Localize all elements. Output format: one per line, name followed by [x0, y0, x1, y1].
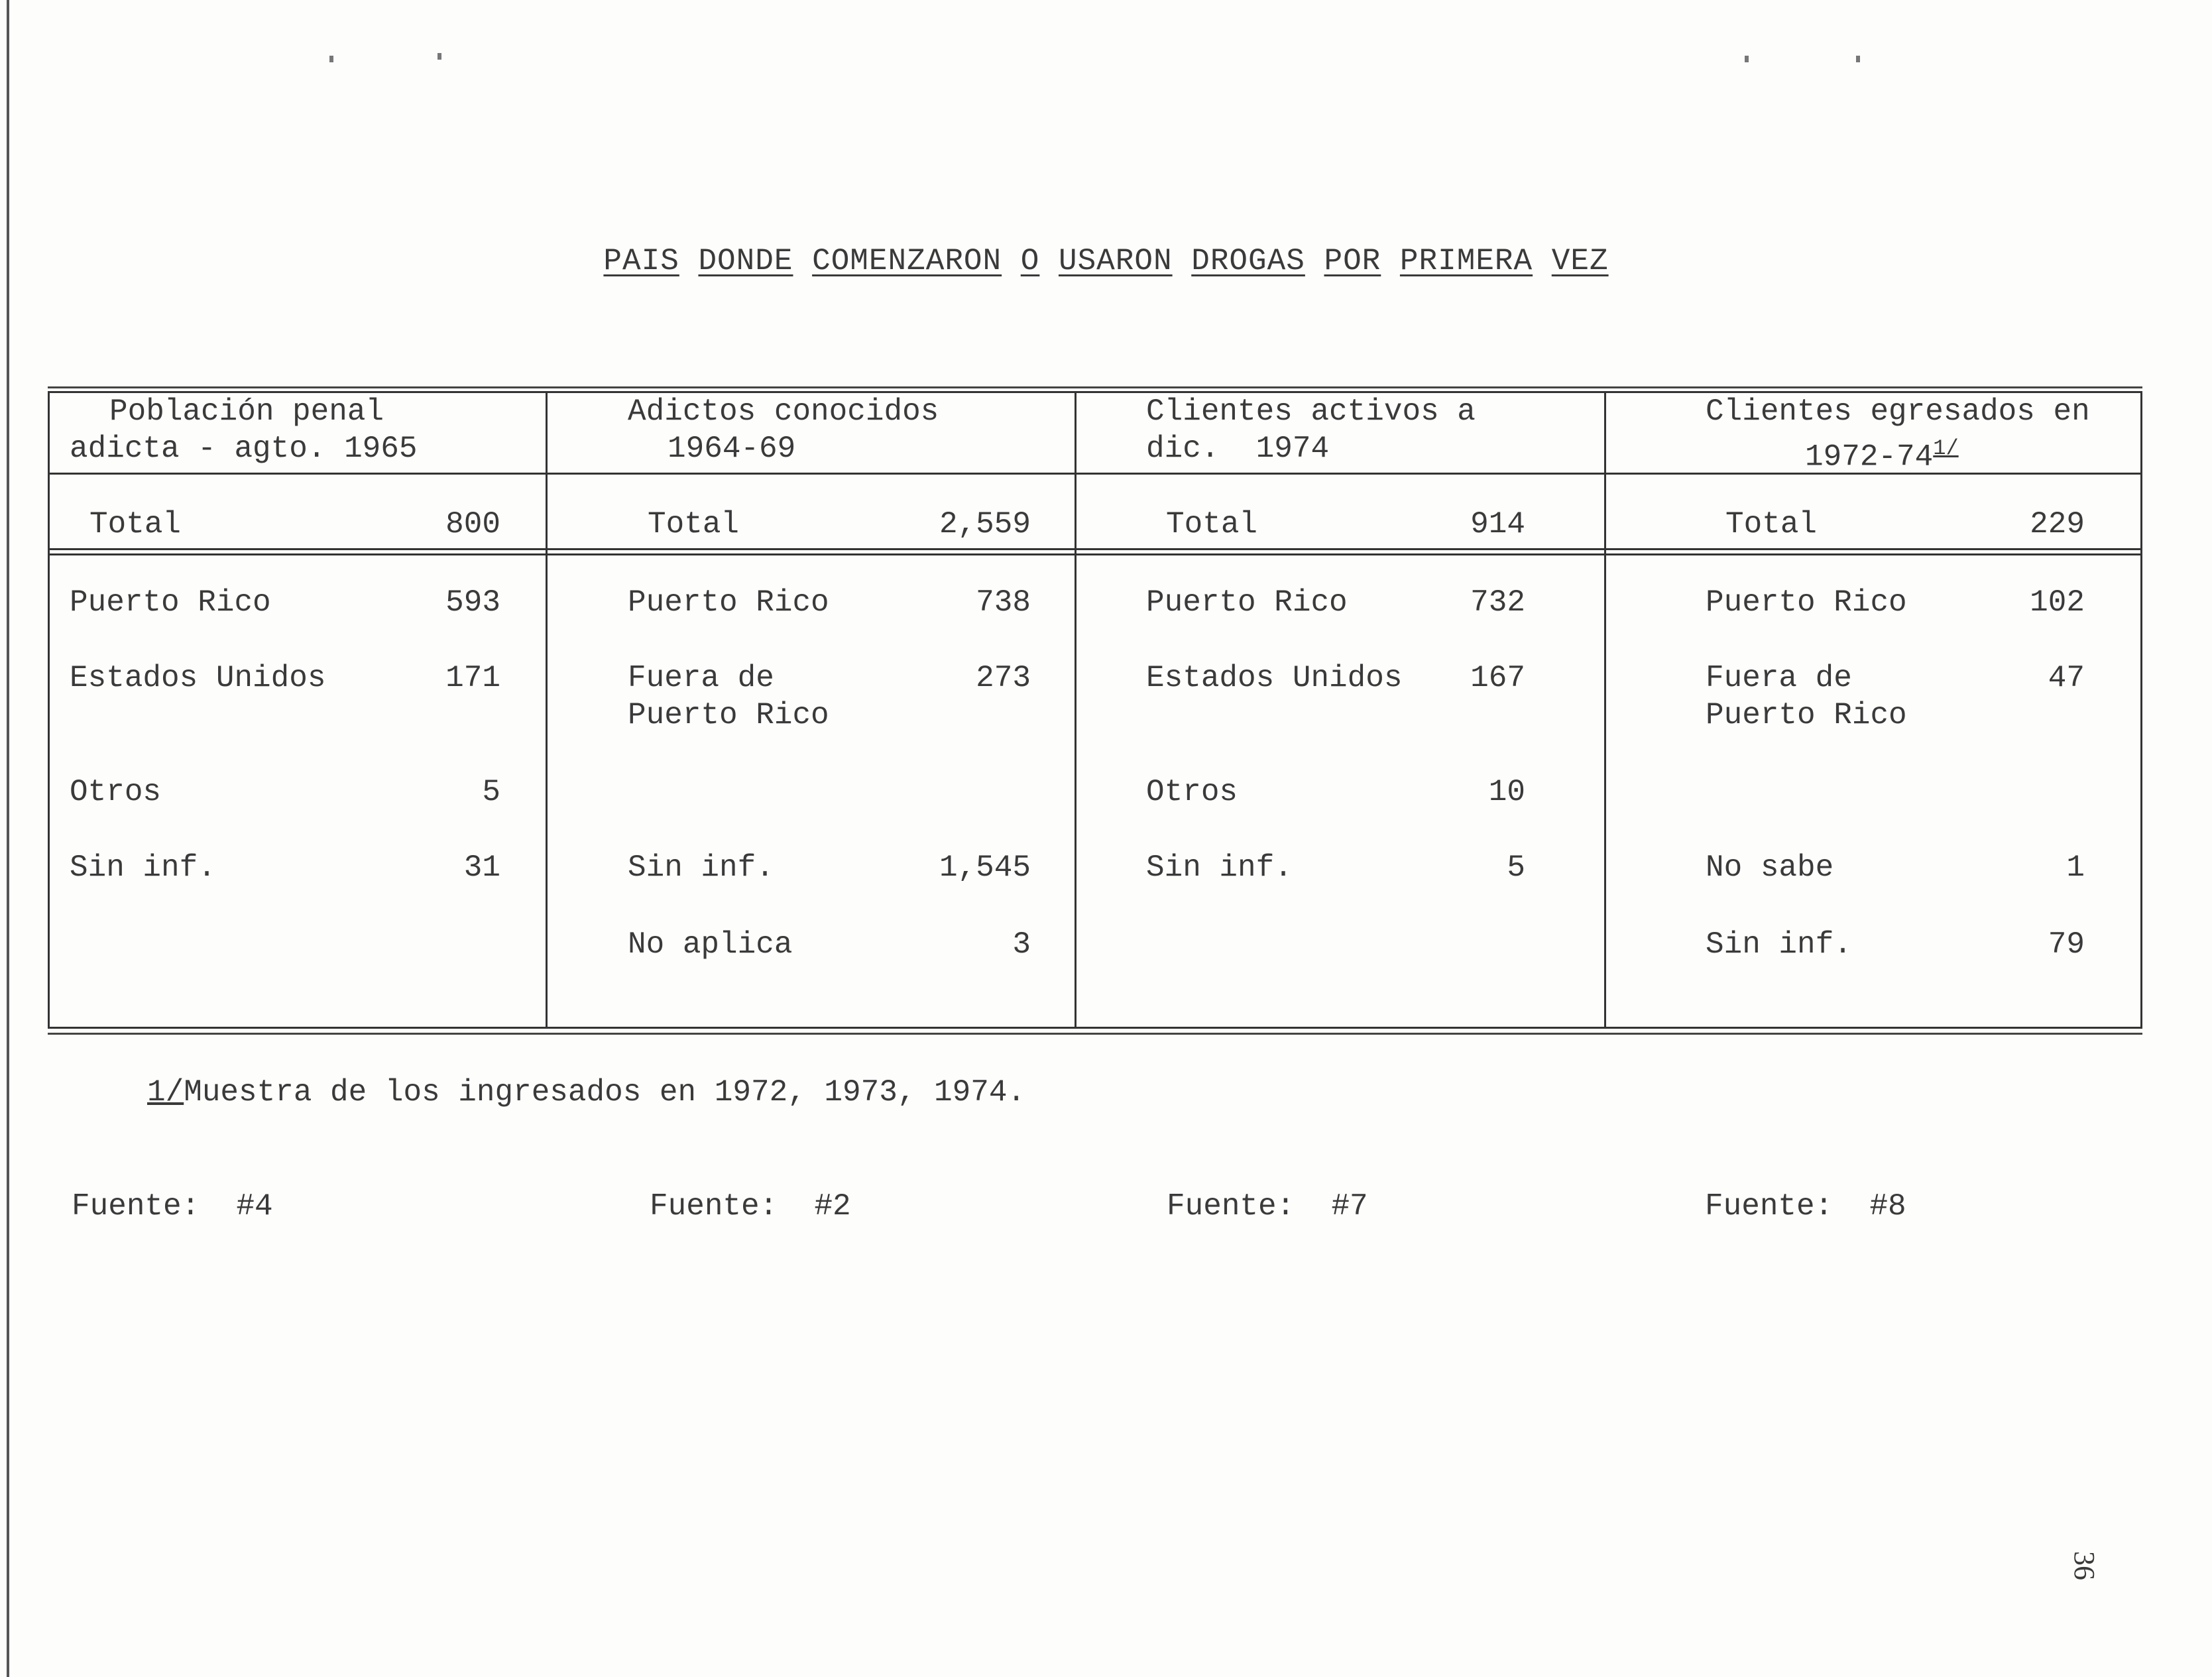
source-col1: Fuente: #4: [72, 1189, 273, 1224]
footnote: [147, 1075, 1025, 1110]
scan-speck: [437, 53, 441, 60]
table-top-rule: [48, 386, 2142, 388]
scan-speck: [329, 56, 333, 62]
column-divider: [546, 393, 548, 1027]
col4-row-value: 47: [2048, 661, 2085, 695]
col4-total-value: 229: [2030, 507, 2085, 542]
col1-header-line1: Población penal: [109, 394, 384, 429]
col2-header-line1: Adictos conocidos: [628, 394, 939, 429]
col3-row-value: 167: [1470, 661, 1525, 695]
col1-total-label: Total: [89, 507, 182, 542]
title-word: USARON: [1058, 244, 1173, 278]
scan-speck: [1745, 56, 1749, 62]
col1-row-value: 31: [463, 850, 500, 885]
page-number: 36: [2068, 1551, 2101, 1580]
title-word: DROGAS: [1191, 244, 1305, 278]
col1-header-line2: adicta - agto. 1965: [70, 432, 418, 466]
col3-row-label: Estados Unidos: [1146, 661, 1403, 695]
title-word: PRIMERA: [1399, 244, 1533, 278]
col1-row-label: Otros: [70, 775, 162, 809]
col1-row-value: 5: [482, 775, 500, 809]
col3-row-value: 5: [1507, 850, 1525, 885]
col3-row-label: Otros: [1146, 775, 1238, 809]
col4-header-years: 1972-74: [1805, 439, 1934, 475]
col2-row-label: Fuera de Puerto Rico: [628, 661, 829, 732]
col3-row-label: Puerto Rico: [1146, 585, 1348, 620]
col2-total-label: Total: [648, 507, 740, 542]
title-word: VEZ: [1551, 244, 1609, 278]
col3-header-line2: dic. 1974: [1146, 432, 1330, 466]
data-table: [48, 391, 2142, 1029]
title-word: DONDE: [698, 244, 793, 278]
col3-row-value: 10: [1488, 775, 1525, 809]
title-word: COMENZARON: [812, 244, 1002, 278]
col4-header-line2: [1805, 430, 1959, 475]
col4-total-label: Total: [1725, 507, 1818, 542]
col2-row-label: No aplica: [628, 927, 793, 962]
title-word: O: [1020, 244, 1040, 278]
footnote-marker: 1/: [147, 1075, 184, 1110]
col1-row-label: Sin inf.: [70, 850, 216, 885]
col2-total-value: 2,559: [939, 507, 1031, 542]
footnote-text: Muestra de los ingresados en 1972, 1973, 1974.: [184, 1075, 1026, 1110]
col4-row-label: Fuera de Puerto Rico: [1706, 661, 1907, 732]
col4-row-label: No sabe: [1706, 850, 1834, 885]
column-divider: [1604, 393, 1606, 1027]
col4-row-label: Sin inf.: [1706, 927, 1852, 962]
col3-row-label: Sin inf.: [1146, 850, 1293, 885]
source-col4: Fuente: #8: [1705, 1189, 1906, 1224]
col2-header-line2: 1964-69: [668, 432, 796, 466]
col2-row-value: 3: [1012, 927, 1031, 962]
col1-row-value: 593: [445, 585, 500, 620]
col4-row-label: Puerto Rico: [1706, 585, 1907, 620]
col3-row-value: 732: [1470, 585, 1525, 620]
col2-row-value: 738: [976, 585, 1031, 620]
col3-total-value: 914: [1470, 507, 1525, 542]
col3-total-label: Total: [1166, 507, 1258, 542]
col2-row-value: 273: [976, 661, 1031, 695]
total-rule: [50, 548, 2140, 550]
page-title: [0, 244, 2212, 278]
col1-row-label: Estados Unidos: [70, 661, 326, 695]
column-divider: [1075, 393, 1077, 1027]
col1-row-label: Puerto Rico: [70, 585, 271, 620]
title-word: POR: [1324, 244, 1381, 278]
scan-speck: [1856, 56, 1860, 62]
col4-footnote-mark: 1/: [1933, 436, 1959, 461]
table-bottom-rule: [48, 1033, 2142, 1035]
col4-row-value: 1: [2066, 850, 2085, 885]
col4-header-line1: Clientes egresados en: [1706, 394, 2090, 429]
col1-row-value: 171: [445, 661, 500, 695]
col1-total-value: 800: [445, 507, 500, 542]
source-col3: Fuente: #7: [1167, 1189, 1368, 1224]
col4-row-value: 79: [2048, 927, 2085, 962]
col2-row-label: Sin inf.: [628, 850, 774, 885]
source-col2: Fuente: #2: [650, 1189, 851, 1224]
total-rule-double: [50, 553, 2140, 555]
col4-row-value: 102: [2030, 585, 2085, 620]
title-word: PAIS: [603, 244, 679, 278]
col2-row-label: Puerto Rico: [628, 585, 829, 620]
col3-header-line1: Clientes activos a: [1146, 394, 1476, 429]
col2-row-value: 1,545: [939, 850, 1031, 885]
